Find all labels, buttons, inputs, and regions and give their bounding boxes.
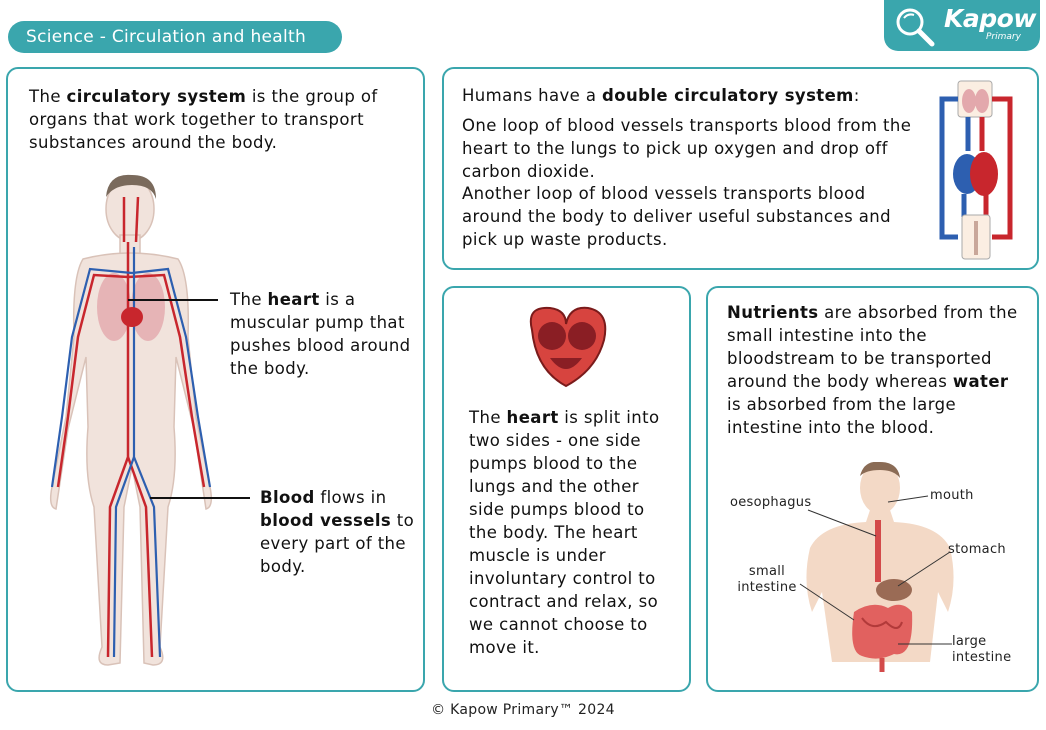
double-circulation-heading: Humans have a double circulatory system: <box>462 86 860 105</box>
label-oesophagus: oesophagus <box>730 495 812 510</box>
panel-double-circulation <box>442 67 1039 270</box>
label-mouth: mouth <box>930 488 974 503</box>
panel-nutrients <box>706 286 1039 692</box>
label-stomach: stomach <box>948 542 1006 557</box>
label-large-intestine: large intestine <box>952 634 1012 665</box>
kapow-logo[interactable] <box>884 0 1040 51</box>
blood-caption: Blood flows in blood vessels to every part of the body. <box>260 488 415 576</box>
nutrients-text: Nutrients are absorbed from the small intestine into the bloodstream to be transported around the body whereas water is absorbed from the large intestine into the blood. <box>727 303 1018 437</box>
blood-pointer-line <box>150 495 250 501</box>
body-circulation-illustration <box>28 167 238 677</box>
heart-pointer-line <box>128 297 218 303</box>
heart-caption: The heart is a muscular pump that pushes blood around the body. <box>230 290 411 378</box>
copyright-footer: © Kapow Primary™ 2024 <box>431 702 615 718</box>
panel-heart <box>442 286 691 692</box>
intro-text: The circulatory system is the group of organs that work together to transport substances around the body. <box>29 87 378 152</box>
heart-text: The heart is split into two sides - one side pumps blood to the lungs and the other side pumps blood to the body. The heart muscle is under involuntary control to contract and relax, so we cannot choose to move it. <box>469 408 660 657</box>
logo-name: Kapow <box>944 4 1036 33</box>
page-title: Science - Circulation and health <box>8 21 342 53</box>
heart-icon <box>520 300 612 390</box>
loop-two-text: Another loop of blood vessels transports blood around the body to deliver useful substances and pick up waste products. <box>462 184 891 249</box>
label-small-intestine: small intestine <box>737 564 797 595</box>
digestion-label-lines <box>708 288 1041 694</box>
double-circulation-diagram <box>934 79 1018 261</box>
loop-one-text: One loop of blood vessels transports blood from the heart to the lungs to pick up oxygen and drop off carbon dioxide. <box>462 116 912 181</box>
panel-circulatory-system <box>6 67 425 692</box>
logo-sub: Primary <box>986 32 1021 42</box>
magnifier-icon <box>892 4 938 50</box>
